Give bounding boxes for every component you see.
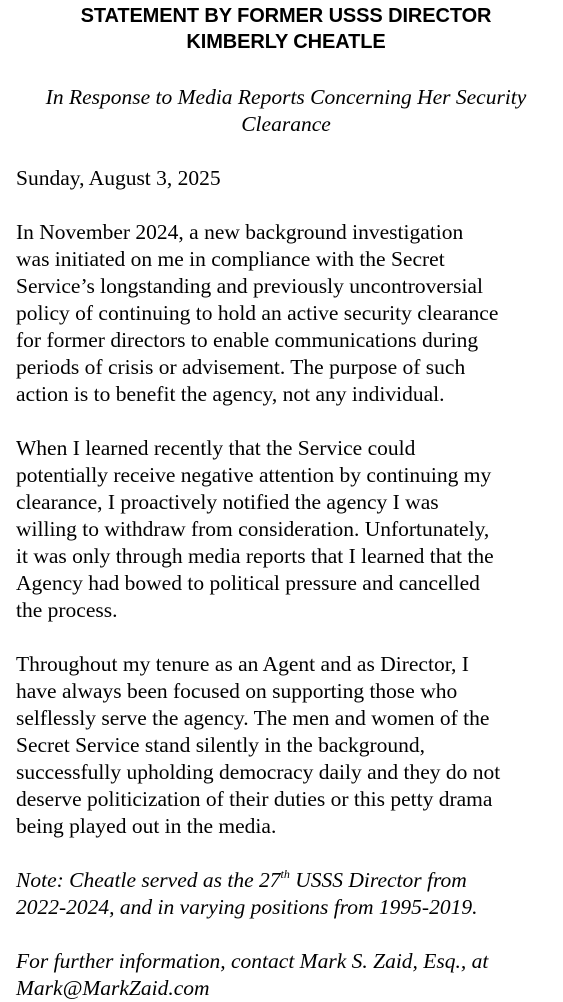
paragraph-2 — [16, 435, 556, 624]
ordinal-suffix: th — [280, 866, 290, 881]
paragraph-line: Agency had bowed to political pressure and cancelled — [16, 571, 480, 595]
paragraph-line: selflessly serve the agency. The men and women of the — [16, 706, 490, 730]
contact-line: For further information, contact Mark S. Zaid, Esq., at — [16, 949, 489, 973]
paragraph-line: In November 2024, a new background investigation — [16, 220, 464, 244]
paragraph-line: action is to benefit the agency, not any individual. — [16, 382, 445, 406]
title-line: STATEMENT BY FORMER USSS DIRECTOR — [80, 5, 492, 27]
paragraph-line: deserve politicization of their duties or this petty drama — [16, 787, 493, 811]
paragraph-1 — [16, 219, 556, 408]
paragraph-line: the process. — [16, 598, 118, 622]
biography-note — [16, 867, 556, 921]
contact-email: Mark@MarkZaid.com — [16, 976, 210, 1000]
paragraph-line: clearance, I proactively notified the agency I was — [16, 490, 439, 514]
note-line — [16, 867, 556, 894]
document-title — [16, 3, 556, 55]
paragraph-line: Secret Service stand silently in the background, — [16, 733, 425, 757]
paragraph-line: was initiated on me in compliance with the Secret — [16, 247, 445, 271]
paragraph-line: policy of continuing to hold an active security clearance — [16, 301, 499, 325]
contact-info — [16, 948, 556, 1002]
paragraph-line: willing to withdraw from consideration. Unfortunately, — [16, 517, 490, 541]
subtitle-line: Clearance — [241, 112, 331, 136]
document-subtitle — [16, 84, 556, 138]
paragraph-line: Throughout my tenure as an Agent and as Director, I — [16, 652, 469, 676]
paragraph-line: being played out in the media. — [16, 814, 277, 838]
note-text: Note: Cheatle served as the 27 — [16, 868, 281, 892]
paragraph-line: Service’s longstanding and previously uncontroversial — [16, 274, 483, 298]
paragraph-3 — [16, 651, 556, 840]
paragraph-line: When I learned recently that the Service could — [16, 436, 416, 460]
paragraph-line: have always been focused on supporting those who — [16, 679, 458, 703]
paragraph-line: successfully upholding democracy daily and they do not — [16, 760, 501, 784]
statement-document — [16, 0, 556, 1002]
paragraph-line: for former directors to enable communications during — [16, 328, 479, 352]
paragraph-line: it was only through media reports that I learned that the — [16, 544, 494, 568]
paragraph-line: potentially receive negative attention by continuing my — [16, 463, 492, 487]
subtitle-line: In Response to Media Reports Concerning Her Security — [45, 85, 527, 109]
title-line: KIMBERLY CHEATLE — [186, 31, 386, 53]
note-text: USSS Director from — [289, 868, 467, 892]
note-line: 2022-2024, and in varying positions from 1995-2019. — [16, 895, 478, 919]
paragraph-line: periods of crisis or advisement. The purpose of such — [16, 355, 466, 379]
statement-date: Sunday, August 3, 2025 — [16, 166, 221, 190]
